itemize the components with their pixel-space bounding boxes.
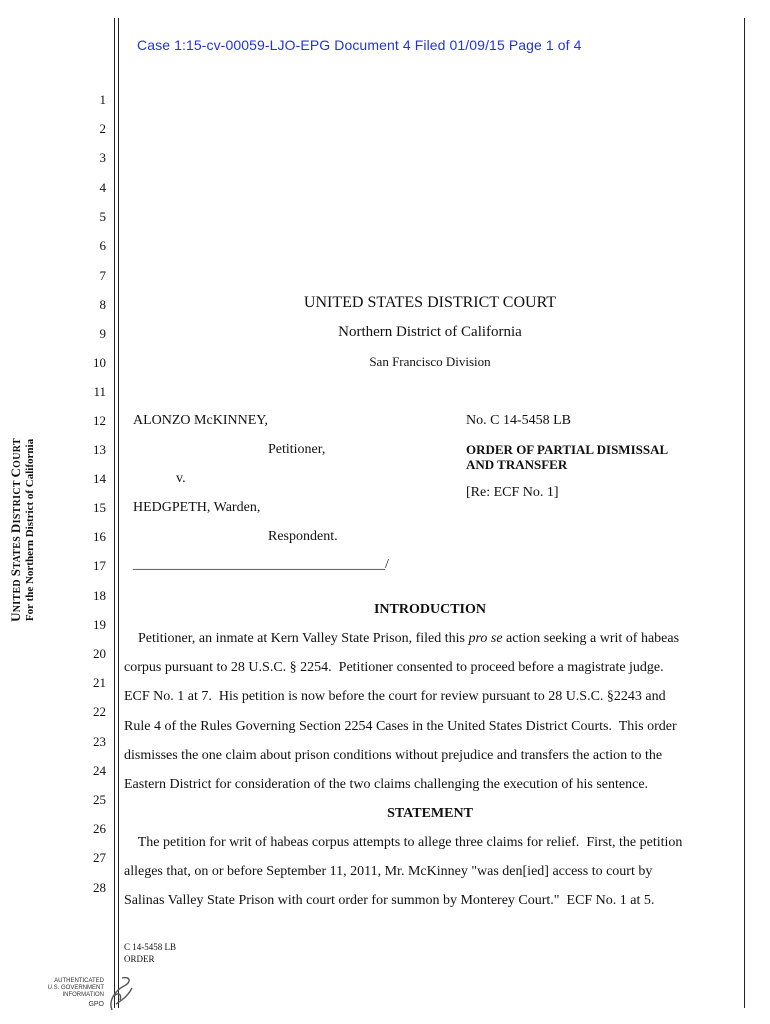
footer-doc-type: ORDER: [124, 954, 155, 964]
respondent-name: HEDGPETH, Warden,: [133, 500, 261, 515]
line-number: 17: [93, 558, 106, 573]
body-text-line: Rule 4 of the Rules Governing Section 2254 Cases in the United States District Courts. This order: [124, 719, 677, 734]
sidebar-district: For the Northern District of California: [24, 438, 36, 622]
body-text-line: corpus pursuant to 28 U.S.C. § 2254. Petitioner consented to proceed before a magistrate judge.: [124, 660, 664, 675]
petitioner-name: ALONZO McKINNEY,: [133, 413, 269, 428]
line-number: 12: [93, 413, 106, 428]
left-margin-rule-1: [114, 18, 115, 1008]
body-text-line: dismisses the one claim about prison conditions without prejudice and transfers the action to the: [124, 748, 663, 763]
line-number: 13: [93, 442, 106, 457]
order-title-line-1: ORDER OF PARTIAL DISMISSAL: [466, 442, 669, 457]
sidebar-court-name: UNITED STATES DISTRICT COURT For the Northern District of California: [8, 420, 36, 640]
line-number: 6: [99, 238, 106, 253]
line-number: 19: [93, 617, 106, 632]
line-number: 27: [93, 850, 106, 865]
line-number: 25: [93, 792, 106, 807]
line-number: 2: [99, 121, 106, 136]
line-number: 22: [93, 704, 106, 719]
right-margin-rule: [744, 18, 745, 1008]
body-text-line: Petitioner, an inmate at Kern Valley State Prison, filed this pro se action seeking a writ of habeas: [124, 631, 680, 646]
body-text-line: Salinas Valley State Prison with court order for summon by Monterey Court." ECF No. 1 at 5.: [124, 893, 655, 908]
gpo-authentication-seal: AUTHENTICATED U.S. GOVERNMENT INFORMATION GPO: [44, 976, 134, 1016]
line-number: 1: [99, 92, 106, 107]
body-text-line: ECF No. 1 at 7. His petition is now before the court for review pursuant to 28 U.S.C. §2243 and: [124, 689, 666, 704]
line-number: 24: [93, 763, 106, 778]
petitioner-role: Petitioner,: [268, 442, 326, 457]
line-number: 21: [93, 675, 106, 690]
line-number: 3: [99, 150, 106, 165]
court-title: UNITED STATES DISTRICT COURT: [303, 294, 557, 311]
line-number: 10: [93, 355, 106, 370]
line-number: 20: [93, 646, 106, 661]
ecf-reference: [Re: ECF No. 1]: [466, 485, 559, 500]
line-number: 4: [99, 180, 106, 195]
respondent-role: Respondent.: [268, 529, 338, 544]
left-margin-rule-2: [118, 18, 119, 1008]
case-header-stamp: Case 1:15-cv-00059-LJO-EPG Document 4 Filed 01/09/15 Page 1 of 4: [137, 37, 582, 53]
body-text-line: alleges that, on or before September 11, 2011, Mr. McKinney "was den[ied] access to court by: [124, 864, 653, 879]
line-number: 26: [93, 821, 106, 836]
order-title-line-2: AND TRANSFER: [466, 457, 568, 472]
line-number: 14: [93, 471, 106, 486]
eagle-seal-icon: [106, 974, 136, 1014]
court-division: San Francisco Division: [369, 354, 491, 369]
line-number: 7: [99, 268, 106, 283]
introduction-heading: INTRODUCTION: [373, 602, 486, 617]
footer-case-number: C 14-5458 LB: [124, 942, 177, 952]
line-number: 16: [93, 529, 106, 544]
versus: v.: [176, 471, 186, 486]
case-number: No. C 14-5458 LB: [466, 413, 571, 428]
line-number: 11: [93, 384, 106, 399]
statement-heading: STATEMENT: [387, 806, 473, 821]
body-text-line: Eastern District for consideration of the two claims challenging the execution of his sentence.: [124, 777, 649, 792]
court-district: Northern District of California: [338, 324, 522, 340]
caption-signature-line: ____________________________________/: [133, 557, 389, 572]
line-number: 28: [93, 880, 106, 895]
line-number: 18: [93, 588, 106, 603]
line-number: 8: [99, 297, 106, 312]
line-number: 5: [99, 209, 106, 224]
body-text-line: The petition for writ of habeas corpus attempts to allege three claims for relief. First, the petition: [124, 835, 683, 850]
line-number: 9: [99, 326, 106, 341]
line-number: 15: [93, 500, 106, 515]
line-number: 23: [93, 734, 106, 749]
